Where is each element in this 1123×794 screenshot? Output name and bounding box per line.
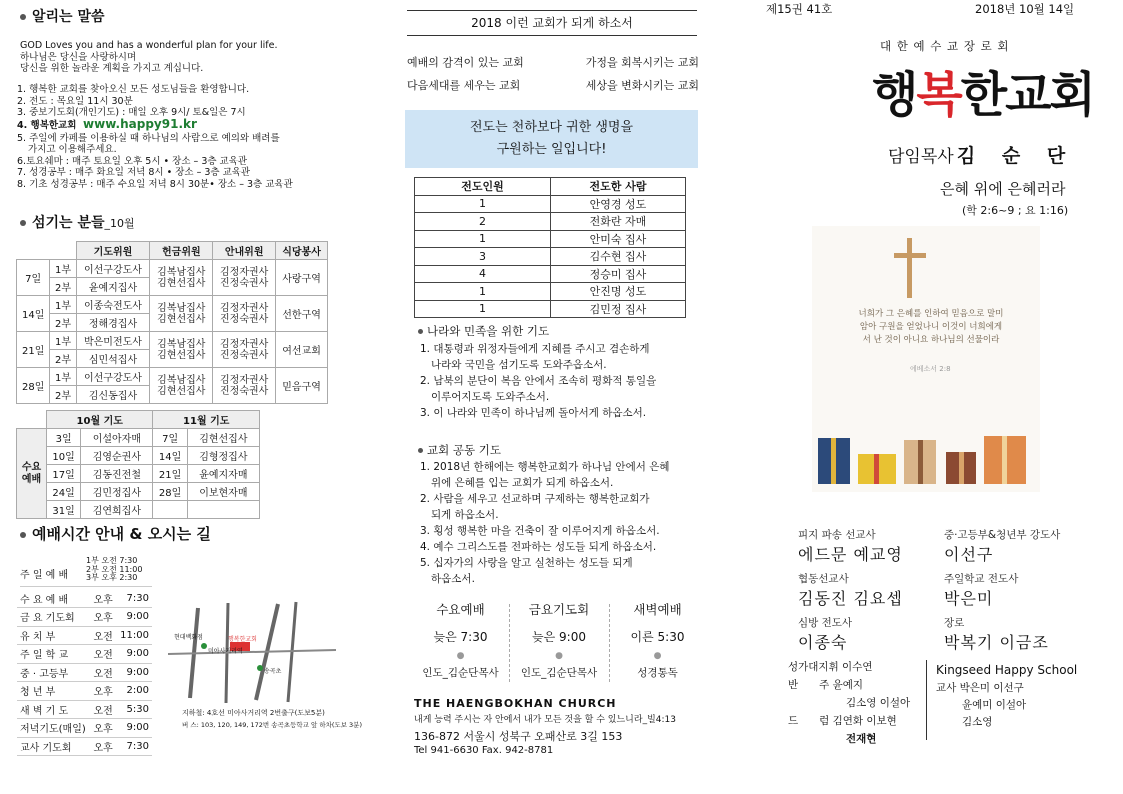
table-cell: 5:30: [116, 700, 152, 719]
table-cell: 교사 기도회: [17, 737, 90, 756]
table-cell: 새 벽 기 도: [17, 700, 90, 719]
gift-verse-card: 너희가 그 은혜를 인하여 믿음으로 말미암아 구원을 얻었나니 이것이 너희에게서 난 것이 아니요 하나님의 선물이라 에베소서 2:8: [812, 226, 1040, 492]
table-cell: 31일: [47, 501, 81, 519]
table-row: [17, 737, 152, 756]
table-cell: 1: [415, 300, 551, 318]
table-cell: 정승미 집사: [551, 265, 686, 283]
table-cell: 21일: [17, 332, 50, 368]
table-cell: 전화란 자매: [551, 213, 686, 231]
table-cell: 김형정집사: [187, 447, 259, 465]
table-cell: 믿음구역: [276, 368, 328, 404]
announce-heading: 알리는 말씀: [20, 6, 105, 26]
table-cell: [187, 501, 259, 519]
times-heading: 예배시간 안내 & 오시는 길: [20, 523, 211, 544]
table-cell: 김복남집사 김현선집사: [150, 260, 213, 296]
table-cell: 1부: [50, 260, 76, 278]
table-cell: 1: [415, 230, 551, 248]
table-row: [17, 645, 152, 664]
table-cell: 김영순권사: [81, 447, 153, 465]
table-cell: 1부: [50, 332, 76, 350]
table-row: [17, 260, 328, 278]
bullet-dot-icon: [418, 448, 423, 453]
table-row: [17, 663, 152, 682]
table-cell: 김수현 집사: [551, 248, 686, 266]
table-cell: 박은미전도사: [76, 332, 150, 350]
website-link[interactable]: www.happy91.kr: [83, 116, 197, 131]
table-row: [17, 429, 260, 447]
table-cell: 7:30: [116, 737, 152, 756]
table-cell: 김복남집사 김현선집사: [150, 368, 213, 404]
table-cell: 이보현자매: [187, 483, 259, 501]
table-cell: 윤예지자매: [187, 465, 259, 483]
table-cell: 금 요 기도회: [17, 608, 90, 627]
table-cell: 윤예지집사: [76, 278, 150, 296]
table-row: [17, 368, 328, 386]
table-cell: 7:30: [116, 589, 152, 608]
table-cell: 9:00: [116, 608, 152, 627]
table-cell: 심민석집사: [76, 350, 150, 368]
evangelism-table: [414, 177, 686, 318]
location-map[interactable]: 현대백화점 미아사거리역 행복한교회 송곡초 지하철: 4호선 미아사거리역 2번출구(도보5분) 버 스: 103, 120, 149, 172번 송곡초등학교 앞 하차(도보 3분): [168, 598, 336, 736]
church-aims: 예배의 감격이 있는 교회 가정을 회복시키는 교회 다음세대를 세우는 교회 세상을 변화시키는 교회: [407, 56, 699, 92]
table-cell: 식당봉사: [276, 242, 328, 260]
table-cell: 청 년 부: [17, 682, 90, 701]
table-cell: 2부: [50, 386, 76, 404]
table-cell: 오후: [90, 589, 116, 608]
volume-number: 제15권 41호: [766, 2, 833, 16]
church-contact: THE HAENGBOKHAN CHURCH 내게 능력 주시는 자 안에서 내가 모든 것을 할 수 있느니라_빌4:13 136-872 서울시 성북구 오패산로 3길 153 Tel 941-6630 Fax. 942-8781: [414, 697, 676, 756]
table-cell: 2: [415, 213, 551, 231]
table-cell: 오전: [90, 663, 116, 682]
table-cell: 오후: [90, 719, 116, 738]
table-cell: 안영경 성도: [551, 195, 686, 213]
evangelism-callout: 전도는 천하보다 귀한 생명을 구원하는 일입니다!: [405, 110, 698, 168]
table-cell: 이선구강도사: [76, 260, 150, 278]
nation-prayer-heading: 나라와 민족을 위한 기도: [418, 323, 549, 339]
senior-pastor: 담임목사 김 순 단: [888, 145, 1076, 167]
table-cell: [17, 411, 47, 429]
table-cell: 14일: [17, 296, 50, 332]
denomination: 대 한 예 수 교 장 로 회: [880, 39, 1010, 53]
table-cell: 이선구강도사: [76, 368, 150, 386]
table-cell: 전도인원: [415, 178, 551, 196]
service-times-table: [17, 589, 152, 756]
table-row: [17, 682, 152, 701]
vision-title: 2018 이런 교회가 되게 하소서: [407, 10, 697, 36]
card-verse: 너희가 그 은혜를 인하여 믿음으로 말미암아 구원을 얻었나니 이것이 너희에게서 난 것이 아니요 하나님의 선물이라: [858, 309, 1004, 345]
table-cell: 오후: [90, 608, 116, 627]
table-cell: 저녁기도(매일): [17, 719, 90, 738]
table-cell: 3일: [47, 429, 81, 447]
table-cell: 수요예배: [17, 429, 47, 519]
table-cell: 오전: [90, 645, 116, 664]
table-cell: 사랑구역: [276, 260, 328, 296]
intro-text: GOD Loves you and has a wonderful plan for your life. 하나님은 당신을 사랑하시며 당신을 위한 놀라운 계획을 가지고 계십니다.: [20, 40, 278, 74]
table-cell: 2:00: [116, 682, 152, 701]
table-cell: [153, 501, 187, 519]
table-cell: 11:00: [116, 626, 152, 645]
table-cell: 기도위원: [76, 242, 150, 260]
weekday-services: [412, 600, 702, 692]
bullet-dot-icon: [20, 14, 26, 20]
dawn-service: 새벽예배 이른 5:30 ● 성경통독: [630, 602, 685, 679]
table-cell: 헌금위원: [150, 242, 213, 260]
table-cell: 7일: [153, 429, 187, 447]
table-row: [415, 195, 686, 213]
church-prayer-list: 1. 2018년 한해에는 행복한교회가 하나님 안에서 은혜 위에 은혜를 입는 교회가 되게 하옵소서. 2. 사람을 세우고 선교하며 구제하는 행복한교회가 되게 하옵소서. 3. 횡성 행복한 마을 건축이 잘 이루어지게 하옵소서. 4. 예수 그리스도를 전파하는 성도들 되게 하옵소서. 5. 십자가의 사랑을 알고 실천하는 성도들 되게 하옵소서.: [420, 461, 670, 585]
table-row: [17, 700, 152, 719]
map-roads-graphic: [168, 598, 336, 706]
church-logo: 행복한교회: [872, 67, 1094, 123]
table-cell: 정해경집사: [76, 314, 150, 332]
table-cell: 1: [415, 283, 551, 301]
table-cell: 김복남집사 김현선집사: [150, 296, 213, 332]
table-cell: 2부: [50, 278, 76, 296]
table-cell: 김동진전철: [81, 465, 153, 483]
divider: [926, 660, 927, 740]
sermon-title: 은혜 위에 은혜러라: [940, 180, 1066, 198]
table-row: [17, 447, 260, 465]
table-cell: 28일: [17, 368, 50, 404]
table-cell: 유 치 부: [17, 626, 90, 645]
table-cell: 10일: [47, 447, 81, 465]
table-cell: 오후: [90, 682, 116, 701]
prayer-table: [16, 410, 260, 519]
table-row: [17, 589, 152, 608]
table-cell: 4: [415, 265, 551, 283]
table-row: [17, 465, 260, 483]
kingseed-school: Kingseed Happy School 교사 박은미 이선구 윤예미 이설아 김소영: [936, 663, 1078, 728]
table-row: [415, 265, 686, 283]
table-cell: 3: [415, 248, 551, 266]
table-row: [415, 283, 686, 301]
table-row: [17, 296, 328, 314]
announcement-list: 1. 행복한 교회를 찾아오신 모든 성도님들을 환영합니다. 2. 전도 : 목요일 11시 30분 3. 중보기도회(개인기도) : 매일 오후 9시/ 토&일은 7시 4. 행복한교회 www.happy91.kr 5. 주일에 카페를 이용하실 때 하나님의 사람으로 예의와 배려를 가지고 이용해주세요. 6.토요쉐마 : 매주 토요일 오후 5시 • 장소 – 3층 교육관 7. 성경공부 : 매주 화요일 저녁 8시 • 장소 – 3층 교육관 8. 기초 성경공부 : 매주 수요일 저녁 8시 30분• 장소 – 3층 교육관: [17, 84, 293, 190]
table-cell: 선한구역: [276, 296, 328, 332]
table-cell: 김신동집사: [76, 386, 150, 404]
table-cell: 9:00: [116, 645, 152, 664]
table-cell: 안내위원: [213, 242, 276, 260]
table-cell: 1부: [50, 296, 76, 314]
table-cell: 이설아자매: [81, 429, 153, 447]
table-row: [17, 332, 328, 350]
table-cell: 수 요 예 배: [17, 589, 90, 608]
table-cell: 9:00: [116, 663, 152, 682]
table-cell: 김정자권사 진정숙권사: [213, 332, 276, 368]
wednesday-service: 수요예배 늦은 7:30 ● 인도_김순단목사: [422, 602, 499, 679]
table-cell: 김현선집사: [187, 429, 259, 447]
choir-list: 성가대지휘 이수연 반 주 윤예지 김소영 이설아 드 럼 김연화 이보현 전재현: [788, 661, 911, 745]
table-row: [17, 626, 152, 645]
table-cell: 28일: [153, 483, 187, 501]
table-cell: 21일: [153, 465, 187, 483]
table-cell: 김정자권사 진정숙권사: [213, 296, 276, 332]
table-cell: 주 일 학 교: [17, 645, 90, 664]
friday-service: 금요기도회 늦은 9:00 ● 인도_김순단목사: [520, 602, 598, 679]
table-row: [17, 483, 260, 501]
serve-table: [16, 241, 328, 404]
staff-column-right: 중·고등부&청년부 강도사 이선구 주일학교 전도사 박은미 장로 박복기 이금조: [944, 529, 1061, 652]
table-cell: 오후: [90, 737, 116, 756]
table-cell: 김복남집사 김현선집사: [150, 332, 213, 368]
table-cell: 김민정 집사: [551, 300, 686, 318]
table-row: [17, 608, 152, 627]
table-cell: 안미숙 집사: [551, 230, 686, 248]
staff-column-left: 피지 파송 선교사 에드문 예교영 협동선교사 김동진 김요셉 심방 전도사 이종숙: [798, 529, 903, 652]
table-cell: 중 · 고등부: [17, 663, 90, 682]
table-cell: 오전: [90, 626, 116, 645]
table-row: [415, 213, 686, 231]
table-row: [415, 248, 686, 266]
bullet-dot-icon: [20, 220, 26, 226]
table-cell: 김연희집사: [81, 501, 153, 519]
gift-boxes-graphic: [816, 426, 1036, 492]
church-prayer-heading: 교회 공동 기도: [418, 442, 501, 458]
cross-icon: [890, 238, 930, 298]
table-cell: 이종숙전도사: [76, 296, 150, 314]
table-cell: 김정자권사 진정숙권사: [213, 260, 276, 296]
table-cell: 1부: [50, 368, 76, 386]
table-row: [415, 300, 686, 318]
table-cell: 2부: [50, 350, 76, 368]
table-row: [17, 719, 152, 738]
sunday-service: 주 일 예 배 1부 오전 7:30 2부 오전 11:00 3부 오후 2:30: [20, 557, 152, 587]
table-cell: 김정자권사 진정숙권사: [213, 368, 276, 404]
table-cell: 김민정집사: [81, 483, 153, 501]
table-cell: 안진명 성도: [551, 283, 686, 301]
bullet-dot-icon: [418, 329, 423, 334]
table-cell: 2부: [50, 314, 76, 332]
table-cell: [17, 242, 77, 260]
bulletin-date: 2018년 10월 14일: [975, 2, 1075, 16]
table-row: [17, 501, 260, 519]
table-cell: 10월 기도: [47, 411, 153, 429]
table-cell: 24일: [47, 483, 81, 501]
nation-prayer-list: 1. 대통령과 위정자들에게 지혜를 주시고 겸손하게 나라와 국민을 섬기도록 도와주옵소서. 2. 남북의 분단이 복음 안에서 조속히 평화적 통일을 이루어지도록 도와주소서. 3. 이 나라와 민족이 하나님께 돌아서게 하옵소서.: [420, 343, 657, 419]
table-cell: 17일: [47, 465, 81, 483]
table-cell: 1: [415, 195, 551, 213]
table-cell: 여선교회: [276, 332, 328, 368]
table-cell: 14일: [153, 447, 187, 465]
bullet-dot-icon: [20, 532, 26, 538]
sermon-reference: (학 2:6~9 ; 요 1:16): [962, 204, 1069, 217]
table-cell: 전도한 사람: [551, 178, 686, 196]
table-cell: 오전: [90, 700, 116, 719]
serve-heading: 섬기는 분들_10월: [20, 212, 135, 232]
table-cell: 11월 기도: [153, 411, 260, 429]
table-cell: 9:00: [116, 719, 152, 738]
table-row: [415, 230, 686, 248]
table-cell: 7일: [17, 260, 50, 296]
